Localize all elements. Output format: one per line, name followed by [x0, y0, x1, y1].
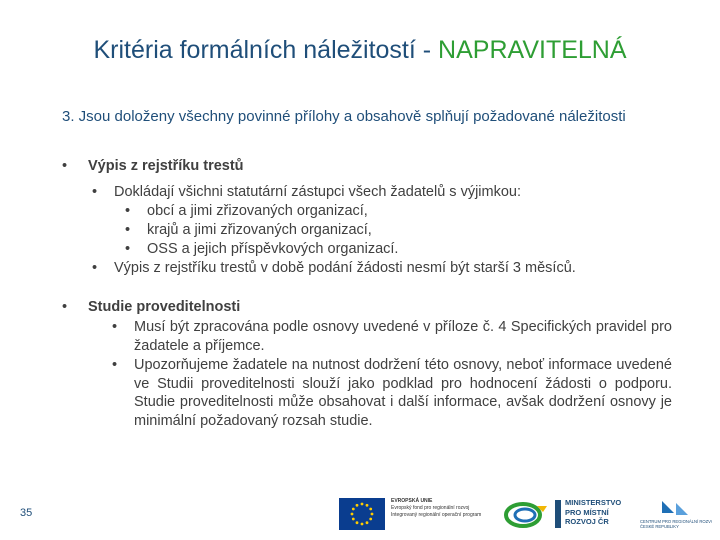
vypis-sub2-text: Výpis z rejstříku trestů v době podání žádosti nesmí být starší 3 měsíců.: [114, 260, 576, 276]
list-item-vypis-sub1-a: [125, 202, 368, 221]
studie-heading: Studie proveditelnosti: [88, 299, 241, 315]
eu-line3: Integrovaný regionální operační program: [391, 512, 482, 518]
bullet-marker: •: [112, 357, 118, 373]
title-highlight: NAPRAVITELNÁ: [438, 36, 627, 64]
mmr-line3: ROZVOJ ČR: [565, 517, 609, 526]
bullet-marker: •: [112, 319, 118, 335]
irop-logo-icon: [503, 500, 549, 530]
svg-text:ČESKÉ REPUBLIKY: ČESKÉ REPUBLIKY: [640, 524, 679, 529]
bullet-marker: •: [62, 158, 68, 174]
mmr-logo-bar: [555, 500, 561, 528]
mmr-line1: MINISTERSTVO: [565, 498, 622, 507]
list-item-studie: [62, 298, 240, 317]
mmr-line2: PRO MÍSTNÍ: [565, 507, 609, 517]
vypis-sub1-b-text: krajů a jimi zřizovaných organizací,: [147, 222, 372, 238]
eu-flag-icon: [339, 498, 385, 530]
bullet-marker: •: [92, 184, 98, 200]
list-item-vypis: [62, 157, 244, 176]
section-heading: 3. Jsou doloženy všechny povinné přílohy a obsahově splňují požadované náležitosti: [62, 108, 626, 125]
title-main: Kritéria formálních náležitostí -: [93, 36, 439, 64]
slide-number: 35: [20, 507, 33, 519]
list-item-vypis-sub1: [92, 183, 521, 202]
vypis-sub1-a-text: obcí a jimi zřizovaných organizací,: [147, 203, 368, 219]
vypis-sub1-c-text: OSS a jejich příspěvkových organizací.: [147, 241, 399, 257]
crr-logo-icon: [640, 499, 712, 531]
bullet-marker: •: [92, 260, 98, 276]
list-item-vypis-sub1-b: [125, 221, 372, 240]
footer-logos: [335, 494, 715, 534]
studie-sub1-text: Musí být zpracována podle osnovy uvedené v příloze č. 4 Specifických pravidel pro žadatele a příjemce.: [134, 319, 672, 354]
bullet-marker: •: [125, 241, 131, 257]
studie-sub2-text: Upozorňujeme žadatele na nutnost dodržení této osnovy, neboť informace uvedené ve Studii proveditelnosti slouží jako podklad pro hodnocení žádosti o podporu. Studie proveditelnosti může obsahovat i další informace, avšak dodržení osnovy je minimální požadovaný rozsah studie.: [134, 357, 672, 429]
bullet-marker: •: [62, 299, 68, 315]
vypis-sub1-text: Dokládají všichni statutární zástupci všech žadatelů s výjimkou:: [114, 184, 521, 200]
bullet-marker: •: [125, 203, 131, 219]
list-item-vypis-sub2: [92, 259, 576, 278]
svg-text:CENTRUM PRO REGIONÁLNÍ ROZVOJ: CENTRUM PRO REGIONÁLNÍ ROZVOJ: [640, 519, 712, 524]
vypis-heading: Výpis z rejstříku trestů: [88, 158, 244, 174]
eu-line2: Evropský fond pro regionální rozvoj: [391, 505, 470, 511]
list-item-vypis-sub1-c: [125, 240, 398, 259]
mmr-logo-text: [565, 498, 621, 527]
bullet-marker: •: [125, 222, 131, 238]
eu-line1: EVROPSKÁ UNIE: [391, 498, 433, 504]
